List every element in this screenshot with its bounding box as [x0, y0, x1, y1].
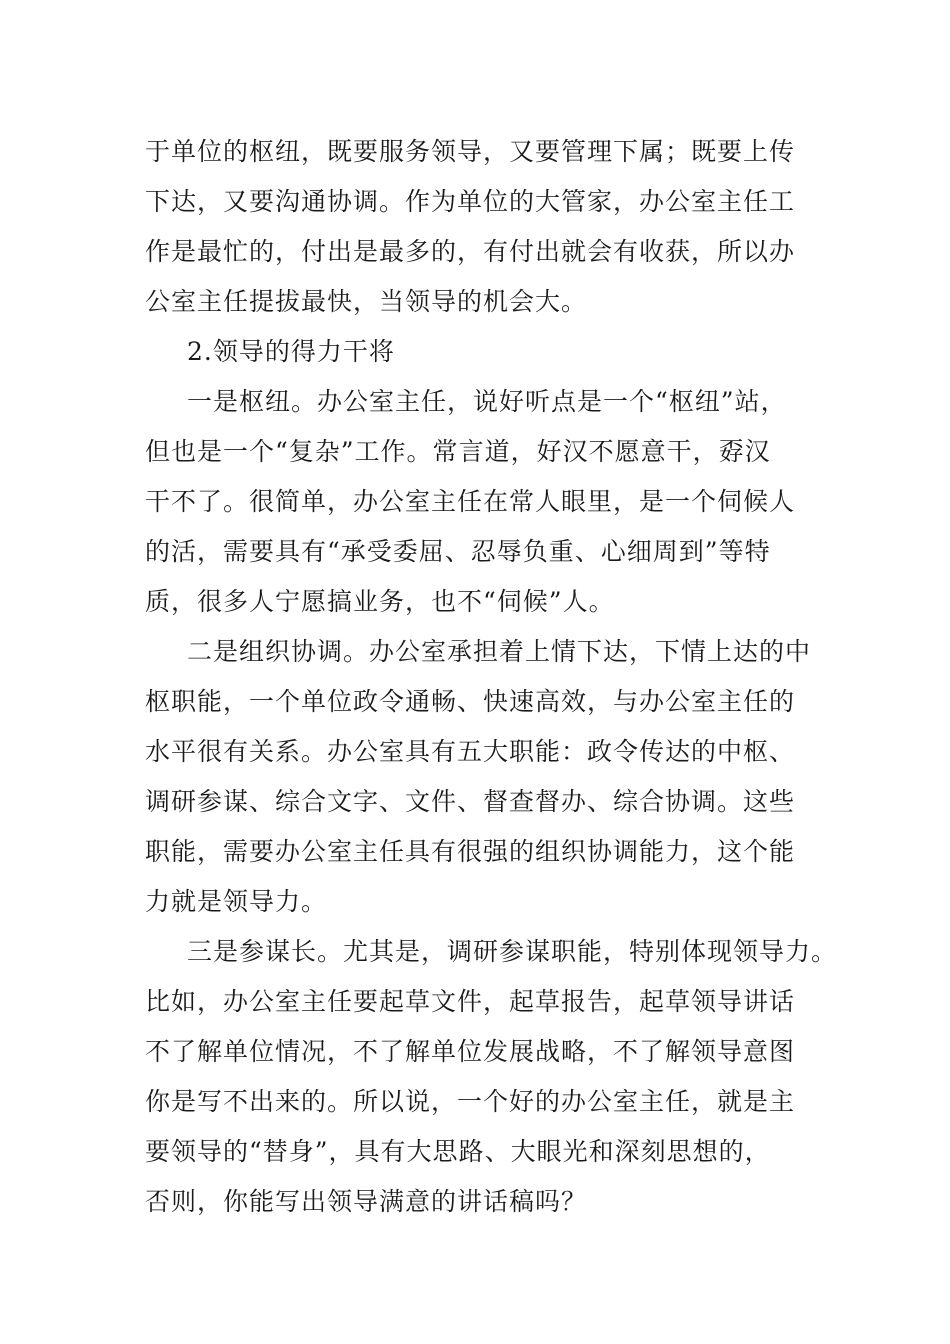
text-line-15: 职能，需要办公室主任具有很强的组织协调能力，这个能 — [145, 837, 796, 866]
text-line-7: 但也是一个“复杂”工作。常言道，好汉不愿意干，孬汉 — [145, 437, 771, 466]
text-line-4: 公室主任提拔最快，当领导的机会大。 — [145, 287, 588, 316]
text-line-12: 枢职能，一个单位政令通畅、快速高效，与办公室主任的 — [145, 687, 796, 716]
section-heading: 2.领导的得力干将 — [187, 337, 395, 366]
text-line-17: 三是参谋长。尤其是，调研参谋职能，特别体现领导力。 — [187, 937, 838, 966]
text-line-11: 二是组织协调。办公室承担着上情下达，下情上达的中 — [187, 637, 812, 666]
text-line-8: 干不了。很简单，办公室主任在常人眼里，是一个伺候人 — [145, 487, 796, 516]
text-line-18: 比如，办公室主任要起草文件，起草报告，起草领导讲话 — [145, 987, 796, 1016]
text-line-10: 质，很多人宁愿搞业务，也不“伺候”人。 — [145, 587, 615, 616]
text-line-3: 作是最忙的，付出是最多的，有付出就会有收获，所以办 — [145, 237, 796, 266]
text-line-19: 不了解单位情况，不了解单位发展战略，不了解领导意图 — [145, 1037, 796, 1066]
text-line-2: 下达，又要沟通协调。作为单位的大管家，办公室主任工 — [145, 187, 796, 216]
text-line-6: 一是枢纽。办公室主任，说好听点是一个“枢纽”站， — [187, 387, 787, 416]
text-line-20: 你是写不出来的。所以说，一个好的办公室主任，就是主 — [145, 1087, 796, 1116]
text-line-9: 的活，需要具有“承受委屈、忍辱负重、心细周到”等特 — [145, 537, 771, 566]
text-line-21: 要领导的“替身”，具有大思路、大眼光和深刻思想的， — [145, 1137, 771, 1166]
text-line-1: 于单位的枢纽，既要服务领导，又要管理下属；既要上传 — [145, 137, 796, 166]
text-line-16: 力就是领导力。 — [145, 887, 328, 916]
text-line-14: 调研参谋、综合文字、文件、督查督办、综合协调。这些 — [145, 787, 796, 816]
text-line-22: 否则，你能写出领导满意的讲话稿吗？ — [145, 1187, 588, 1216]
text-line-13: 水平很有关系。办公室具有五大职能：政令传达的中枢、 — [145, 737, 796, 766]
